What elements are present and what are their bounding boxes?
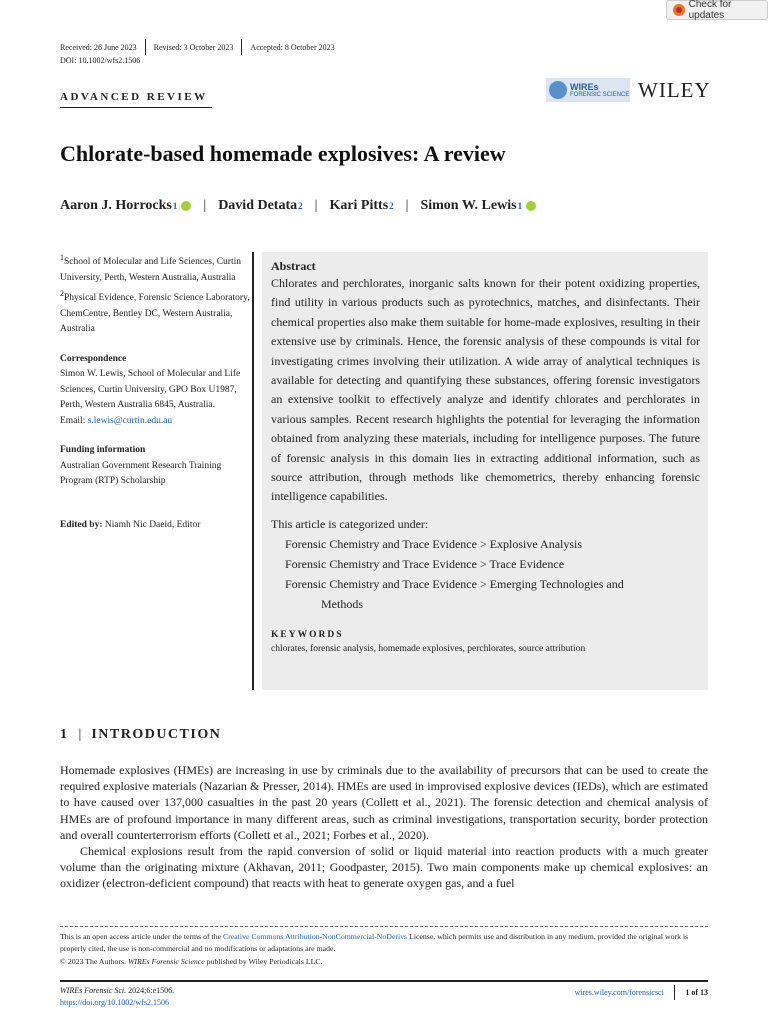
affiliation-text: School of Molecular and Life Sciences, Curtin University, Perth, Western Australia, Australia: [60, 257, 241, 283]
copyright-text: [60, 956, 708, 968]
accepted-date: Accepted: 8 October 2023: [250, 42, 335, 52]
affiliation-marker[interactable]: 2: [298, 201, 303, 211]
publication-dates: [60, 39, 343, 55]
section-number: 1: [60, 727, 69, 742]
article-title: Chlorate-based homemade explosives: A review: [60, 141, 506, 166]
paragraph: Homemade explosives (HMEs) are increasing in use by criminals due to the availability of precursors that can be used to create the required explosive materials (Nazarian & Presser, 2014). HMEs are used in improvised explosive devices (IEDs), which are estimated to have caused over 137,000 casualties in the past 20 years (Collett et al., 2021). The forensic detection and chemical analysis of HMEs are of profound importance in many different areas, such as criminal investigations, transportation security, border protection and overall counterterrorism efforts (Collett et al., 2021; Forbes et al., 2020).: [60, 763, 708, 842]
divider: [674, 985, 676, 1000]
abstract-heading: Abstract: [271, 259, 316, 273]
journal-citation: [60, 985, 174, 997]
affiliation-marker[interactable]: 1: [517, 201, 523, 211]
author-name[interactable]: Aaron J. Horrocks: [60, 198, 172, 213]
author-name[interactable]: Simon W. Lewis: [420, 198, 517, 213]
keywords: chlorates, forensic analysis, homemade explosives, perchlorates, source attribution: [271, 643, 586, 654]
orcid-icon[interactable]: [526, 201, 536, 211]
journal-site-link[interactable]: wires.wiley.com/forensicsci: [574, 988, 664, 997]
citation-footer: [60, 985, 174, 1009]
author-separator: |: [405, 198, 409, 213]
divider: [252, 252, 254, 690]
divider: [60, 107, 212, 108]
journal-abbrev: WIREs Forensic Sci.: [60, 986, 127, 995]
volume-info: 2024;6:e1506.: [126, 986, 175, 995]
funding-heading: Funding information: [60, 445, 146, 456]
section-separator: |: [78, 727, 82, 742]
correspondence-text: Simon W. Lewis, School of Molecular and Life Sciences, Curtin University, GPO Box U1987, Perth, Western Australia 6845, Australia.: [60, 369, 241, 411]
page-number: 1 of 13: [685, 988, 708, 997]
license-text: [60, 931, 708, 956]
category-item[interactable]: Forensic Chemistry and Trace Evidence > Trace Evidence: [285, 556, 565, 571]
affiliation: [60, 250, 250, 286]
author-name[interactable]: David Detata: [218, 198, 298, 213]
author-list: [60, 198, 536, 214]
doi: DOI: 10.1002/wfs2.1506: [60, 56, 141, 65]
edited-by-label: Edited by:: [60, 519, 103, 530]
article-info-column: [60, 250, 250, 533]
copyright-end: published by Wiley Periodicals LLC.: [204, 956, 323, 966]
affiliation: [60, 286, 250, 338]
update-icon: [673, 4, 685, 16]
wires-logo-subtext: FORENSIC SCIENCE: [570, 91, 630, 98]
email-label: Email:: [60, 415, 88, 426]
category-text-continuation[interactable]: Methods: [321, 596, 363, 611]
license-text-end: License, which permits use and distribution in any medium, provided the original work is properly cited, the use is non-commercial and no modifications or adaptations are made.: [60, 932, 689, 954]
wiley-logo: WILEY: [638, 78, 711, 102]
author-name[interactable]: Kari Pitts: [329, 198, 389, 213]
section-title: INTRODUCTION: [91, 727, 222, 742]
revised-date: Revised: 3 October 2023: [153, 42, 234, 52]
journal-name: WIREs Forensic Science: [127, 956, 205, 966]
affiliation-marker[interactable]: 2: [389, 201, 394, 211]
section-heading: [60, 727, 221, 743]
edited-by: [60, 518, 250, 534]
affiliation-marker[interactable]: 1: [172, 201, 178, 211]
received-date: Received: 26 June 2023: [60, 42, 137, 52]
page-footer: [575, 985, 708, 1000]
license-link[interactable]: Creative Commons Attribution-NonCommercial-NoDerivs: [223, 932, 408, 941]
wires-logo-text: WIREs: [570, 81, 599, 92]
paragraph: Chemical explosions result from the rapid conversion of solid or liquid material into reaction products with a much greater volume than the originating mixture (Akhavan, 2011; Goodpaster, 2015). Two main components make up chemical explosives: an oxidizer (electron-deficient compound) that reacts with heat to generate oxygen gas, and a fuel: [60, 844, 708, 891]
affiliation-text: Physical Evidence, Forensic Science Laboratory, ChemCentre, Bentley DC, Western Australia, Australia: [60, 293, 250, 335]
copyright-start: © 2023 The Authors.: [60, 956, 128, 966]
category-item[interactable]: Forensic Chemistry and Trace Evidence > Explosive Analysis: [285, 536, 583, 551]
divider: [60, 926, 708, 927]
categories-heading: This article is categorized under:: [271, 516, 429, 531]
affiliation-number: 1: [60, 253, 64, 262]
email-line: [60, 414, 250, 430]
divider: [60, 980, 708, 982]
author-separator: |: [314, 198, 318, 213]
doi-link[interactable]: https://doi.org/10.1002/wfs2.1506: [60, 998, 169, 1007]
category-item[interactable]: [271, 574, 700, 614]
body-text: [60, 762, 708, 892]
check-for-updates-label: Check for updates: [688, 0, 732, 21]
check-for-updates-button[interactable]: [666, 0, 768, 20]
license-footnote: [60, 931, 708, 968]
category-text[interactable]: Forensic Chemistry and Trace Evidence > Emerging Technologies and: [285, 576, 624, 591]
wires-gear-icon: [549, 81, 567, 99]
funding-text: Australian Government Research Training Program (RTP) Scholarship: [60, 460, 222, 487]
keywords-heading: KEYWORDS: [271, 629, 344, 640]
abstract-text: Chlorates and perchlorates, inorganic salts known for their potent oxidizing properties, find utility in various products such as pyrotechnics, matches, and disinfectants. Their chemical properties also make them suitable for home-made explosives, resulting in their extensive use by criminals. Hence, the forensic analysis of these compounds is vital for investigating crimes involving their utilization. A wide array of analytical techniques is available for detecting and quantifying these substances, offering forensic investigators an extensive toolkit to effectively analyze and identify chlorates and perchlorates in various samples. Recent research highlights the potential for leveraging the information obtained from analyzing these materials, including for intelligence purposes. The future of forensic analysis in this domain lies in extracting additional information, such as source attribution, through methods like chemometrics, thereby enhancing forensic intelligence capabilities.: [271, 276, 700, 504]
abstract-box: [262, 252, 708, 690]
editor-name: Niamh Nic Daeid, Editor: [102, 519, 201, 530]
wires-logo: [546, 78, 630, 102]
orcid-icon[interactable]: [181, 201, 191, 211]
affiliation-number: 2: [60, 289, 64, 299]
author-separator: |: [203, 198, 207, 213]
email-link[interactable]: s.lewis@curtin.edu.au: [87, 415, 173, 426]
license-text-start: This is an open access article under the terms of the: [60, 932, 224, 941]
article-type: ADVANCED REVIEW: [60, 91, 208, 103]
correspondence-heading: Correspondence: [60, 353, 127, 364]
